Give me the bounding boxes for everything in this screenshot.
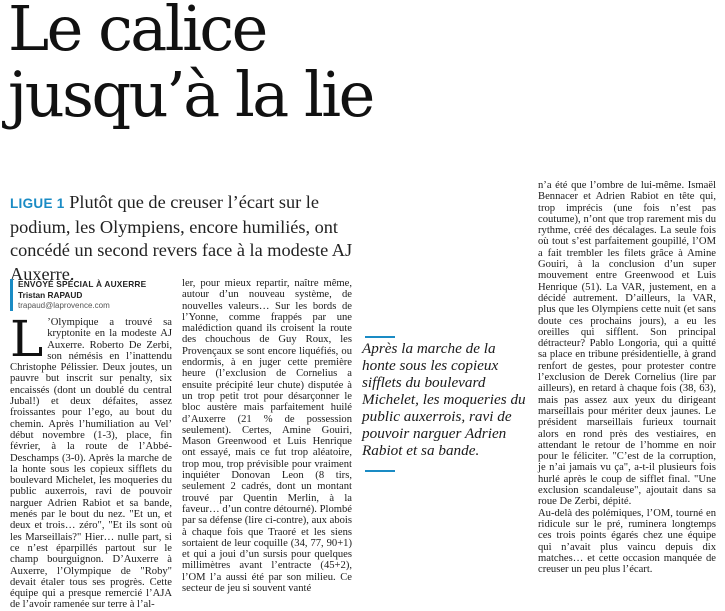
body-column-1: [10, 310, 172, 611]
body-paragraph-1: ’Olympique a trouvé sa kryptonite en la modeste AJ Auxerre. Roberto De Zerbi, son némésis en l’inattendu Christophe Pélissier. Deux joutes, un pauvre but inscrit sur penalty, six encaissés (dont un doublé du central Jubal!) et deux défaites, assez froissantes pour l’ego, au bout du chemin. Après l’humiliation au Vel’ début novembre (1-3), place, fin février, à la route de l’Abbé-Deschamps (3-0). Après la marche de la honte sous les copieux sifflets du boulevard Michelet, les moqueries du public auxerrois, ravi de pouvoir narguer Adrien Rabiot et sa bande, menés par le bout du nez. "Et un, et deux et trois… zéro", "Et ils sont où les Marseillais?" Hier… nulle part, si ce n’est éparpillés partout sur le champ bourguignon. D’Auxerre à Auxerre, l’Olympique de "Roby" devait étaler tous ses progrès. Cette équipe qui a presque remercié l’AJA de l’avoir ramenée sur terre à l’al-: [10, 317, 172, 611]
standfirst: [10, 191, 375, 286]
byline-email: trapaud@laprovence.com: [18, 301, 110, 310]
byline-author: Tristan RAPAUD: [18, 290, 83, 300]
headline-line-1: Le calice: [8, 0, 266, 65]
byline: [10, 279, 178, 311]
body-paragraph-4: Au-delà des polémiques, l’OM, tourné en ridicule sur le pré, ruminera longtemps ces trois points égarés chez une équipe qui n’avait plus vaincu depuis dix matches… et cette occasion manquée de creuser un peu plus l’écart.: [538, 507, 716, 576]
pullquote-rule-bottom: [365, 470, 395, 472]
headline: [8, 0, 725, 131]
pullquote: Après la marche de la honte sous les copieux sifflets du boulevard Michelet, les moqueries du public auxerrois, ravi de pouvoir narguer Adrien Rabiot et sa bande.: [362, 340, 526, 459]
headline-line-2: jusqu’à la lie: [8, 58, 373, 131]
drop-cap: L: [10, 310, 44, 368]
byline-role: ENVOYÉ SPÉCIAL À AUXERRE: [18, 279, 147, 289]
body-paragraph-2: ler, pour mieux repartir, naître même, autour d’un nouveau système, de nouvelles valeurs… Sur les bords de l’Yonne, comme frappés par une malédiction quand ils croisent la route des chouchous de Guy Roux, les Provençaux se sont encore liquéfiés, ou endormis, à en juger cette première heure (l’exclusion de Cornelius a ensuite précipité leur chute) disputée à un trop petit trot pour désarçonner le bloc austère mais parfaitement huilé d’Auxerre (21 % de possession seulement). Certes, Amine Gouiri, Mason Greenwood et Luis Henrique ont essayé, mais ce fut trop aléatoire, trop mou, trop prévisible pour vraiment inquiéter Donovan Leon (8 tirs, seulement 2 cadrés, dont un montant trouvé par Quentin Merlin, à la faveur… d’un contre détourné). Plombé par sa défense (lire ci-contre), aux abois à chaque fois que Traoré et les siens sortaient de leur coquille (34, 77, 90+1) et qui a joui d’un sursis pour quelques millimètres avant l’entracte (45+2), l’OM l’a aussi été par son milieu. Ce secteur de jeu si souvent vanté: [182, 278, 352, 595]
body-column-2: [182, 278, 352, 594]
body-paragraph-3: n’a été que l’ombre de lui-même. Ismaël Bennacer et Adrien Rabiot en tête qui, trop imprécis (une fois n’est pas coutume), n’ont que trop rarement mis du rythme, créé des décalages. La seule fois où tout s’est parfaitement goupillé, l’OM a fait trembler les filets grâce à Amine Gouiri, à la conclusion d’un super mouvement entre Greenwood et Luis Henrique (51). La VAR, justement, en a décidé autrement. D’ailleurs, la VAR, plus que les Olympiens cette nuit (et sans doute ces prochains jours), a eu les oreilles qui sifflent. Son principal détracteur? Pablo Longoria, qui a quitté sa place en tribune présidentielle, à grand renfort de gestes, pour protester contre l’exclusion de Derek Cornelius (lire par ailleurs), en retard à chaque fois (38, 63), mais pas assez aux yeux du dirigeant marseillais pour mériter deux jaunes. Le président marseillais furieux tournait alors en rond près des vestiaires, en attendant le retour de l’homme en noir pour le féliciter. "C’est de la corruption, je n’ai jamais vu ça", a-t-il plusieurs fois hurlé après le coup de sifflet final. "Une exclusion scandaleuse", ajoutait dans sa roue De Zerbi, dépité.: [538, 180, 716, 508]
standfirst-text: Plutôt que de creuser l’écart sur le podium, les Olympiens, encore humiliés, ont concédé un second revers face à la modeste AJ Auxerre.: [10, 192, 353, 284]
pullquote-rule-top: [365, 336, 395, 338]
body-column-3: [538, 180, 716, 575]
section-kicker: LIGUE 1: [10, 196, 65, 211]
